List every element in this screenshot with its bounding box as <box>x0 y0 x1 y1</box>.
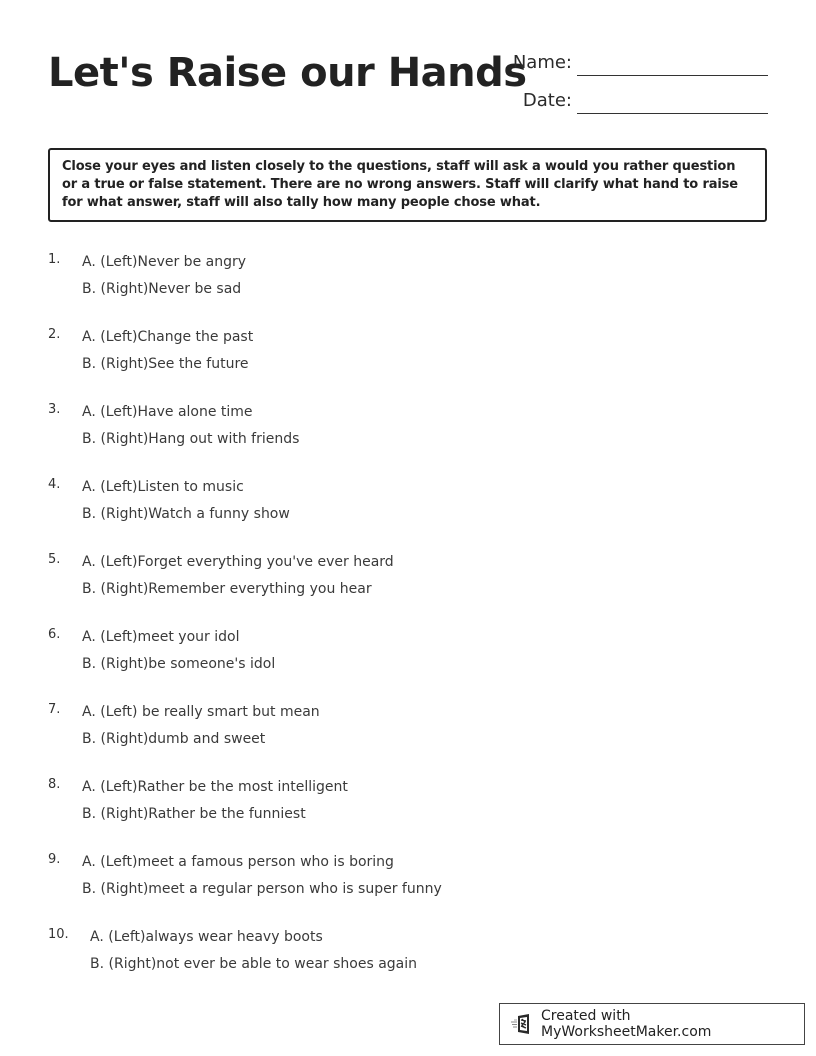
question-number: 8. <box>48 777 61 792</box>
option-b: B. (Right)not ever be able to wear shoes again <box>90 956 418 972</box>
option-a: A. (Left)always wear heavy boots <box>90 929 323 945</box>
instructions-box: Close your eyes and listen closely to the questions, staff will ask a would you rather question or a true or false statement. There are no wrong answers. Staff will clarify what hand to raise for what answer, staff will also tally how many people chose what. <box>48 148 767 222</box>
option-b: B. (Right)Remember everything you hear <box>82 581 372 597</box>
question-number: 6. <box>48 627 61 642</box>
option-b: B. (Right)Rather be the funniest <box>82 806 306 822</box>
name-field[interactable] <box>577 55 768 76</box>
page-title: Let's Raise our Hands <box>48 50 527 96</box>
name-label: Name: <box>512 52 572 73</box>
question-item <box>48 702 748 762</box>
question-number: 7. <box>48 702 61 717</box>
option-b: B. (Right)Hang out with friends <box>82 431 300 447</box>
option-b: B. (Right)Never be sad <box>82 281 242 297</box>
question-number: 9. <box>48 852 61 867</box>
question-item <box>48 627 748 687</box>
option-b: B. (Right)dumb and sweet <box>82 731 266 747</box>
date-label: Date: <box>522 90 572 111</box>
option-a: A. (Left)meet your idol <box>82 629 240 645</box>
option-a: A. (Left)Rather be the most intelligent <box>82 779 348 795</box>
worksheet-maker-logo-icon <box>510 1013 534 1035</box>
option-b: B. (Right)be someone's idol <box>82 656 276 672</box>
question-number: 1. <box>48 252 61 267</box>
question-number: 2. <box>48 327 61 342</box>
option-b: B. (Right)Watch a funny show <box>82 506 290 522</box>
question-item <box>48 777 748 837</box>
question-number: 10. <box>48 927 69 942</box>
question-number: 3. <box>48 402 61 417</box>
footer-badge <box>499 1003 805 1045</box>
option-a: A. (Left)Forget everything you've ever heard <box>82 554 394 570</box>
question-item <box>48 327 748 387</box>
option-a: A. (Left) be really smart but mean <box>82 704 320 720</box>
question-item <box>48 252 748 312</box>
footer-credit-text: Created with MyWorksheetMaker.com <box>541 1008 712 1040</box>
date-field-row <box>490 90 768 112</box>
option-b: B. (Right)meet a regular person who is super funny <box>82 881 442 897</box>
question-item <box>48 552 748 612</box>
question-item <box>48 402 748 462</box>
option-a: A. (Left)Change the past <box>82 329 254 345</box>
question-item <box>48 927 748 987</box>
option-a: A. (Left)Listen to music <box>82 479 244 495</box>
question-item <box>48 852 748 912</box>
date-field[interactable] <box>577 93 768 114</box>
option-a: A. (Left)meet a famous person who is boring <box>82 854 394 870</box>
option-b: B. (Right)See the future <box>82 356 249 372</box>
question-item <box>48 477 748 537</box>
question-number: 5. <box>48 552 61 567</box>
name-field-row <box>490 52 768 74</box>
question-number: 4. <box>48 477 61 492</box>
option-a: A. (Left)Have alone time <box>82 404 253 420</box>
option-a: A. (Left)Never be angry <box>82 254 247 270</box>
